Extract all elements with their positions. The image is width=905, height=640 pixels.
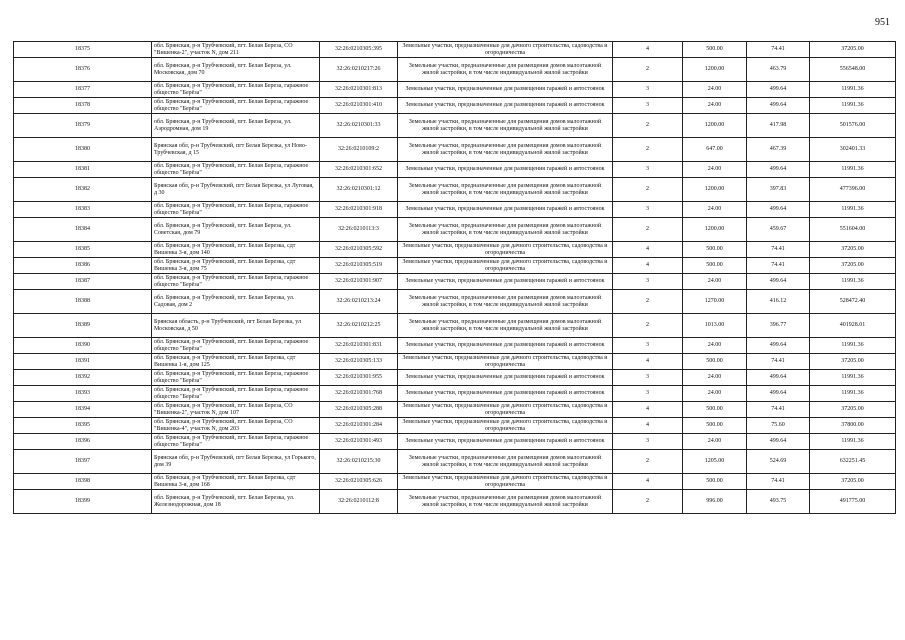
cadastral-number-cell: 32:26:0210301:768 [320,386,398,402]
row-number-cell: 18392 [14,370,152,386]
area-cell: 24.00 [683,162,747,178]
land-use-cell: Земельные участки, предназначенные для дачного строительства, садоводства и огородничества [398,474,613,490]
category-cell: 4 [613,418,683,434]
table-row [14,450,896,474]
specific-value-cell: 524.69 [747,450,810,474]
area-cell: 24.00 [683,82,747,98]
row-number-cell: 18398 [14,474,152,490]
specific-value-cell: 74.41 [747,402,810,418]
address-cell: обл. Брянская, р-н Трубчевский, пгт. Белая Березка, сдт Вишенка 1-я, дом 125 [152,354,320,370]
specific-value-cell: 499.64 [747,202,810,218]
category-cell: 2 [613,490,683,514]
table-row [14,218,896,242]
category-cell: 4 [613,258,683,274]
category-cell: 4 [613,474,683,490]
specific-value-cell: 499.64 [747,370,810,386]
address-cell: обл. Брянская, р-н Трубчевский, пгт. Белая Береза, гаражное общество "Берёза" [152,162,320,178]
cadastral-value-cell: 528472.40 [810,290,896,314]
cadastral-value-cell: 11991.36 [810,386,896,402]
specific-value-cell: 463.79 [747,58,810,82]
area-cell: 500.00 [683,354,747,370]
cadastral-value-cell: 37800.00 [810,418,896,434]
cadastral-value-cell: 37205.00 [810,354,896,370]
cadastral-number-cell: 32:26:0210305:133 [320,354,398,370]
address-cell: обл. Брянская, р-н Трубчевский, пгт. Белая Береза, ул. Московская, дом 70 [152,58,320,82]
cadastral-number-cell: 32:26:0210215:30 [320,450,398,474]
area-cell: 1200.00 [683,114,747,138]
land-use-cell: Земельные участки, предназначенные для дачного строительства, садоводства и огородничества [398,258,613,274]
cadastral-value-cell: 11991.36 [810,338,896,354]
area-cell: 1200.00 [683,178,747,202]
category-cell: 4 [613,402,683,418]
table-row [14,474,896,490]
table-row [14,162,896,178]
table-row [14,314,896,338]
specific-value-cell: 397.83 [747,178,810,202]
cadastral-value-cell: 11991.36 [810,274,896,290]
area-cell: 500.00 [683,474,747,490]
area-cell: 24.00 [683,434,747,450]
cadastral-number-cell: 32:26:0210212:25 [320,314,398,338]
cadastral-number-cell: 32:26:0210301:955 [320,370,398,386]
cadastral-value-cell: 11991.36 [810,162,896,178]
area-cell: 24.00 [683,370,747,386]
address-cell: обл. Брянская, р-н Трубчевский, пгт. Белая Береза, ул. Аэродромная, дом 19 [152,114,320,138]
cadastral-number-cell: 32:26:0210301:831 [320,338,398,354]
table-row [14,370,896,386]
land-use-cell: Земельные участки, предназначенные для дачного строительства, садоводства и огородничества [398,402,613,418]
category-cell: 3 [613,98,683,114]
row-number-cell: 18397 [14,450,152,474]
cadastral-number-cell: 32:26:0210305:626 [320,474,398,490]
area-cell: 500.00 [683,42,747,58]
address-cell: обл. Брянская, р-н Трубчевский, пгт. Белая Береза, гаражное общество "Берёза" [152,434,320,450]
land-use-cell: Земельные участки, предназначенные для размещения домов малоэтажной жилой застройки, в том числе индивидуальной жилой застройки [398,314,613,338]
address-cell: Брянская обл, р-н Трубчевский, пгт Белая Березка, ул Ново-Трубчевская, д 15 [152,138,320,162]
specific-value-cell: 74.41 [747,474,810,490]
table-row [14,98,896,114]
land-use-cell: Земельные участки, предназначенные для размещения домов малоэтажной жилой застройки, в том числе индивидуальной жилой застройки [398,290,613,314]
area-cell: 1270.00 [683,290,747,314]
cadastral-number-cell: 32:26:0210305:288 [320,402,398,418]
row-number-cell: 18399 [14,490,152,514]
address-cell: обл. Брянская, р-н Трубчевский, пгт. Белая Береза, гаражное общество "Берёза" [152,338,320,354]
category-cell: 4 [613,354,683,370]
row-number-cell: 18390 [14,338,152,354]
category-cell: 3 [613,338,683,354]
specific-value-cell: 467.39 [747,138,810,162]
specific-value-cell: 396.77 [747,314,810,338]
table-row [14,402,896,418]
row-number-cell: 18378 [14,98,152,114]
row-number-cell: 18379 [14,114,152,138]
table-row [14,338,896,354]
address-cell: обл. Брянская, р-н Трубчевский, пгт. Белая Береза, гаражное общество "Берёза" [152,82,320,98]
specific-value-cell: 499.64 [747,338,810,354]
cadastral-value-cell: 491775.00 [810,490,896,514]
area-cell: 500.00 [683,402,747,418]
row-number-cell: 18376 [14,58,152,82]
cadastral-value-cell: 632251.45 [810,450,896,474]
land-use-cell: Земельные участки, предназначенные для размещения домов малоэтажной жилой застройки, в том числе индивидуальной жилой застройки [398,450,613,474]
category-cell: 2 [613,114,683,138]
address-cell: обл. Брянская, р-н Трубчевский, пгт. Белая Береза, СО "Вишенка-4", участок N, дом 203 [152,418,320,434]
land-use-cell: Земельные участки, предназначенные для размещения домов малоэтажной жилой застройки, в том числе индивидуальной жилой застройки [398,178,613,202]
land-use-cell: Земельные участки, предназначенные для размещения домов малоэтажной жилой застройки, в том числе индивидуальной жилой застройки [398,114,613,138]
area-cell: 1200.00 [683,58,747,82]
row-number-cell: 18375 [14,42,152,58]
row-number-cell: 18385 [14,242,152,258]
specific-value-cell: 74.41 [747,354,810,370]
table-row [14,386,896,402]
address-cell: обл. Брянская, р-н Трубчевский, пгт. Белая Березка, ул. Садовая, дом 2 [152,290,320,314]
row-number-cell: 18394 [14,402,152,418]
land-use-cell: Земельные участки, предназначенные для дачного строительства, садоводства и огородничества [398,354,613,370]
row-number-cell: 18391 [14,354,152,370]
area-cell: 500.00 [683,242,747,258]
cadastral-value-cell: 401928.01 [810,314,896,338]
category-cell: 2 [613,58,683,82]
category-cell: 2 [613,218,683,242]
specific-value-cell: 459.67 [747,218,810,242]
cadastral-value-cell: 11991.36 [810,82,896,98]
land-use-cell: Земельные участки, предназначенные для размещения гаражей и автостоянок [398,162,613,178]
land-use-cell: Земельные участки, предназначенные для размещения гаражей и автостоянок [398,98,613,114]
row-number-cell: 18382 [14,178,152,202]
table-row [14,490,896,514]
table-row [14,258,896,274]
category-cell: 3 [613,386,683,402]
address-cell: обл. Брянская, р-н Трубчевский, пгт. Белая Березка, сдт Вишенка 3-я, дом 168 [152,474,320,490]
land-use-cell: Земельные участки, предназначенные для размещения гаражей и автостоянок [398,338,613,354]
area-cell: 647.00 [683,138,747,162]
area-cell: 24.00 [683,202,747,218]
address-cell: обл. Брянская, р-н Трубчевский, пгт. Белая Березка, сдт Вишенка 3-я, дом 75 [152,258,320,274]
category-cell: 2 [613,450,683,474]
row-number-cell: 18380 [14,138,152,162]
cadastral-number-cell: 32:26:0210305:395 [320,42,398,58]
cadastral-number-cell: 32:26:0210112:8 [320,490,398,514]
land-use-cell: Земельные участки, предназначенные для размещения домов малоэтажной жилой застройки, в том числе индивидуальной жилой застройки [398,490,613,514]
category-cell: 4 [613,242,683,258]
area-cell: 500.00 [683,258,747,274]
address-cell: Брянская область, р-н Трубчевский, пгт Белая Березка, ул Московская, д 50 [152,314,320,338]
table-row [14,114,896,138]
row-number-cell: 18383 [14,202,152,218]
cadastral-number-cell: 32:26:0210301:33 [320,114,398,138]
table-row [14,434,896,450]
cadastral-number-cell: 32:26:0210113:3 [320,218,398,242]
cadastral-number-cell: 32:26:0210305:592 [320,242,398,258]
category-cell: 3 [613,202,683,218]
land-use-cell: Земельные участки, предназначенные для размещения гаражей и автостоянок [398,386,613,402]
area-cell: 1205.00 [683,450,747,474]
area-cell: 24.00 [683,386,747,402]
specific-value-cell: 417.98 [747,114,810,138]
category-cell: 3 [613,370,683,386]
category-cell: 3 [613,162,683,178]
cadastral-value-cell: 37205.00 [810,474,896,490]
land-use-cell: Земельные участки, предназначенные для размещения домов малоэтажной жилой застройки, в том числе индивидуальной жилой застройки [398,218,613,242]
table-row [14,290,896,314]
table-row [14,82,896,98]
category-cell: 3 [613,82,683,98]
specific-value-cell: 499.64 [747,98,810,114]
address-cell: обл. Брянская, р-н Трубчевский, пгт. Белая Береза, СО "Вишенка-2", участок N, дом 107 [152,402,320,418]
land-use-cell: Земельные участки, предназначенные для размещения гаражей и автостоянок [398,274,613,290]
land-use-cell: Земельные участки, предназначенные для размещения домов малоэтажной жилой застройки, в том числе индивидуальной жилой застройки [398,58,613,82]
area-cell: 1200.00 [683,218,747,242]
category-cell: 2 [613,178,683,202]
cadastral-number-cell: 32:26:0210301:410 [320,98,398,114]
cadastral-value-cell: 556548.00 [810,58,896,82]
land-use-cell: Земельные участки, предназначенные для дачного строительства, садоводства и огородничества [398,42,613,58]
table-row [14,138,896,162]
specific-value-cell: 499.64 [747,162,810,178]
cadastral-value-cell: 11991.36 [810,370,896,386]
area-cell: 996.00 [683,490,747,514]
row-number-cell: 18377 [14,82,152,98]
land-register-table [13,41,896,514]
land-use-cell: Земельные участки, предназначенные для размещения домов малоэтажной жилой застройки, в том числе индивидуальной жилой застройки [398,138,613,162]
specific-value-cell: 74.41 [747,258,810,274]
row-number-cell: 18393 [14,386,152,402]
address-cell: Брянская обл, р-н Трубчевский, пгт Белая Березка, ул Горького, дом 39 [152,450,320,474]
address-cell: обл. Брянская, р-н Трубчевский, пгт. Белая Береза, гаражное общество "Берёза" [152,98,320,114]
cadastral-number-cell: 32:26:0210213:24 [320,290,398,314]
specific-value-cell: 499.64 [747,386,810,402]
cadastral-value-cell: 477396.00 [810,178,896,202]
category-cell: 2 [613,314,683,338]
land-use-cell: Земельные участки, предназначенные для размещения гаражей и автостоянок [398,82,613,98]
specific-value-cell: 416.12 [747,290,810,314]
category-cell: 3 [613,434,683,450]
table-row [14,178,896,202]
cadastral-number-cell: 32:26:0210301:918 [320,202,398,218]
cadastral-number-cell: 32:26:0210217:26 [320,58,398,82]
area-cell: 500.00 [683,418,747,434]
cadastral-number-cell: 32:26:0210301:907 [320,274,398,290]
table-body [14,42,896,514]
address-cell: обл. Брянская, р-н Трубчевский, пгт. Белая Березка, сдт Вишенка 3-я, дом 140 [152,242,320,258]
address-cell: обл. Брянская, р-н Трубчевский, пгт. Белая Береза, гаражное общество "Берёза" [152,274,320,290]
row-number-cell: 18395 [14,418,152,434]
cadastral-number-cell: 32:26:0210305:519 [320,258,398,274]
specific-value-cell: 75.60 [747,418,810,434]
cadastral-number-cell: 32:26:0210109:2 [320,138,398,162]
land-use-cell: Земельные участки, предназначенные для размещения гаражей и автостоянок [398,202,613,218]
row-number-cell: 18381 [14,162,152,178]
table-row [14,202,896,218]
address-cell: обл. Брянская, р-н Трубчевский, пгт. Белая Береза, гаражное общество "Берёза" [152,202,320,218]
land-use-cell: Земельные участки, предназначенные для размещения гаражей и автостоянок [398,370,613,386]
area-cell: 24.00 [683,98,747,114]
cadastral-value-cell: 11991.36 [810,434,896,450]
cadastral-value-cell: 37205.00 [810,402,896,418]
specific-value-cell: 499.64 [747,434,810,450]
address-cell: обл. Брянская, р-н Трубчевский, пгт. Белая Береза, гаражное общество "Берёза" [152,370,320,386]
table-row [14,42,896,58]
row-number-cell: 18389 [14,314,152,338]
address-cell: обл. Брянская, р-н Трубчевский, пгт. Белая Береза, гаражное общество "Берёза" [152,386,320,402]
cadastral-value-cell: 37205.00 [810,242,896,258]
land-use-cell: Земельные участки, предназначенные для дачного строительства, садоводства и огородничества [398,418,613,434]
specific-value-cell: 74.41 [747,42,810,58]
category-cell: 4 [613,42,683,58]
cadastral-value-cell: 302401.33 [810,138,896,162]
category-cell: 2 [613,290,683,314]
cadastral-number-cell: 32:26:0210301:493 [320,434,398,450]
table-row [14,274,896,290]
cadastral-value-cell: 551604.00 [810,218,896,242]
cadastral-number-cell: 32:26:0210301:813 [320,82,398,98]
address-cell: обл. Брянская, р-н Трубчевский, пгт. Белая Березка, ул. Железнодорожная, дом 18 [152,490,320,514]
address-cell: обл. Брянская, р-н Трубчевский, пгт. Белая Береза, ул. Советская, дом 79 [152,218,320,242]
row-number-cell: 18388 [14,290,152,314]
area-cell: 24.00 [683,338,747,354]
table-row [14,418,896,434]
table-row [14,58,896,82]
specific-value-cell: 499.64 [747,82,810,98]
specific-value-cell: 74.41 [747,242,810,258]
cadastral-value-cell: 11991.36 [810,98,896,114]
row-number-cell: 18384 [14,218,152,242]
land-use-cell: Земельные участки, предназначенные для размещения гаражей и автостоянок [398,434,613,450]
cadastral-number-cell: 32:26:0210301:652 [320,162,398,178]
cadastral-value-cell: 11991.36 [810,202,896,218]
specific-value-cell: 499.64 [747,274,810,290]
row-number-cell: 18387 [14,274,152,290]
cadastral-value-cell: 37205.00 [810,42,896,58]
address-cell: обл. Брянская, р-н Трубчевский, пгт. Белая Береза, СО "Вишенка-2", участок N, дом 211 [152,42,320,58]
table-row [14,354,896,370]
cadastral-number-cell: 32:26:0210301:284 [320,418,398,434]
category-cell: 2 [613,138,683,162]
row-number-cell: 18386 [14,258,152,274]
cadastral-value-cell: 501576.00 [810,114,896,138]
area-cell: 1013.00 [683,314,747,338]
table-row [14,242,896,258]
address-cell: Брянская обл, р-н Трубчевский, пгт Белая Березка, ул Луговая, д 30 [152,178,320,202]
cadastral-value-cell: 37205.00 [810,258,896,274]
area-cell: 24.00 [683,274,747,290]
specific-value-cell: 493.75 [747,490,810,514]
land-use-cell: Земельные участки, предназначенные для дачного строительства, садоводства и огородничества [398,242,613,258]
page-number: 951 [875,17,890,28]
category-cell: 3 [613,274,683,290]
row-number-cell: 18396 [14,434,152,450]
cadastral-number-cell: 32:26:0210301:12 [320,178,398,202]
